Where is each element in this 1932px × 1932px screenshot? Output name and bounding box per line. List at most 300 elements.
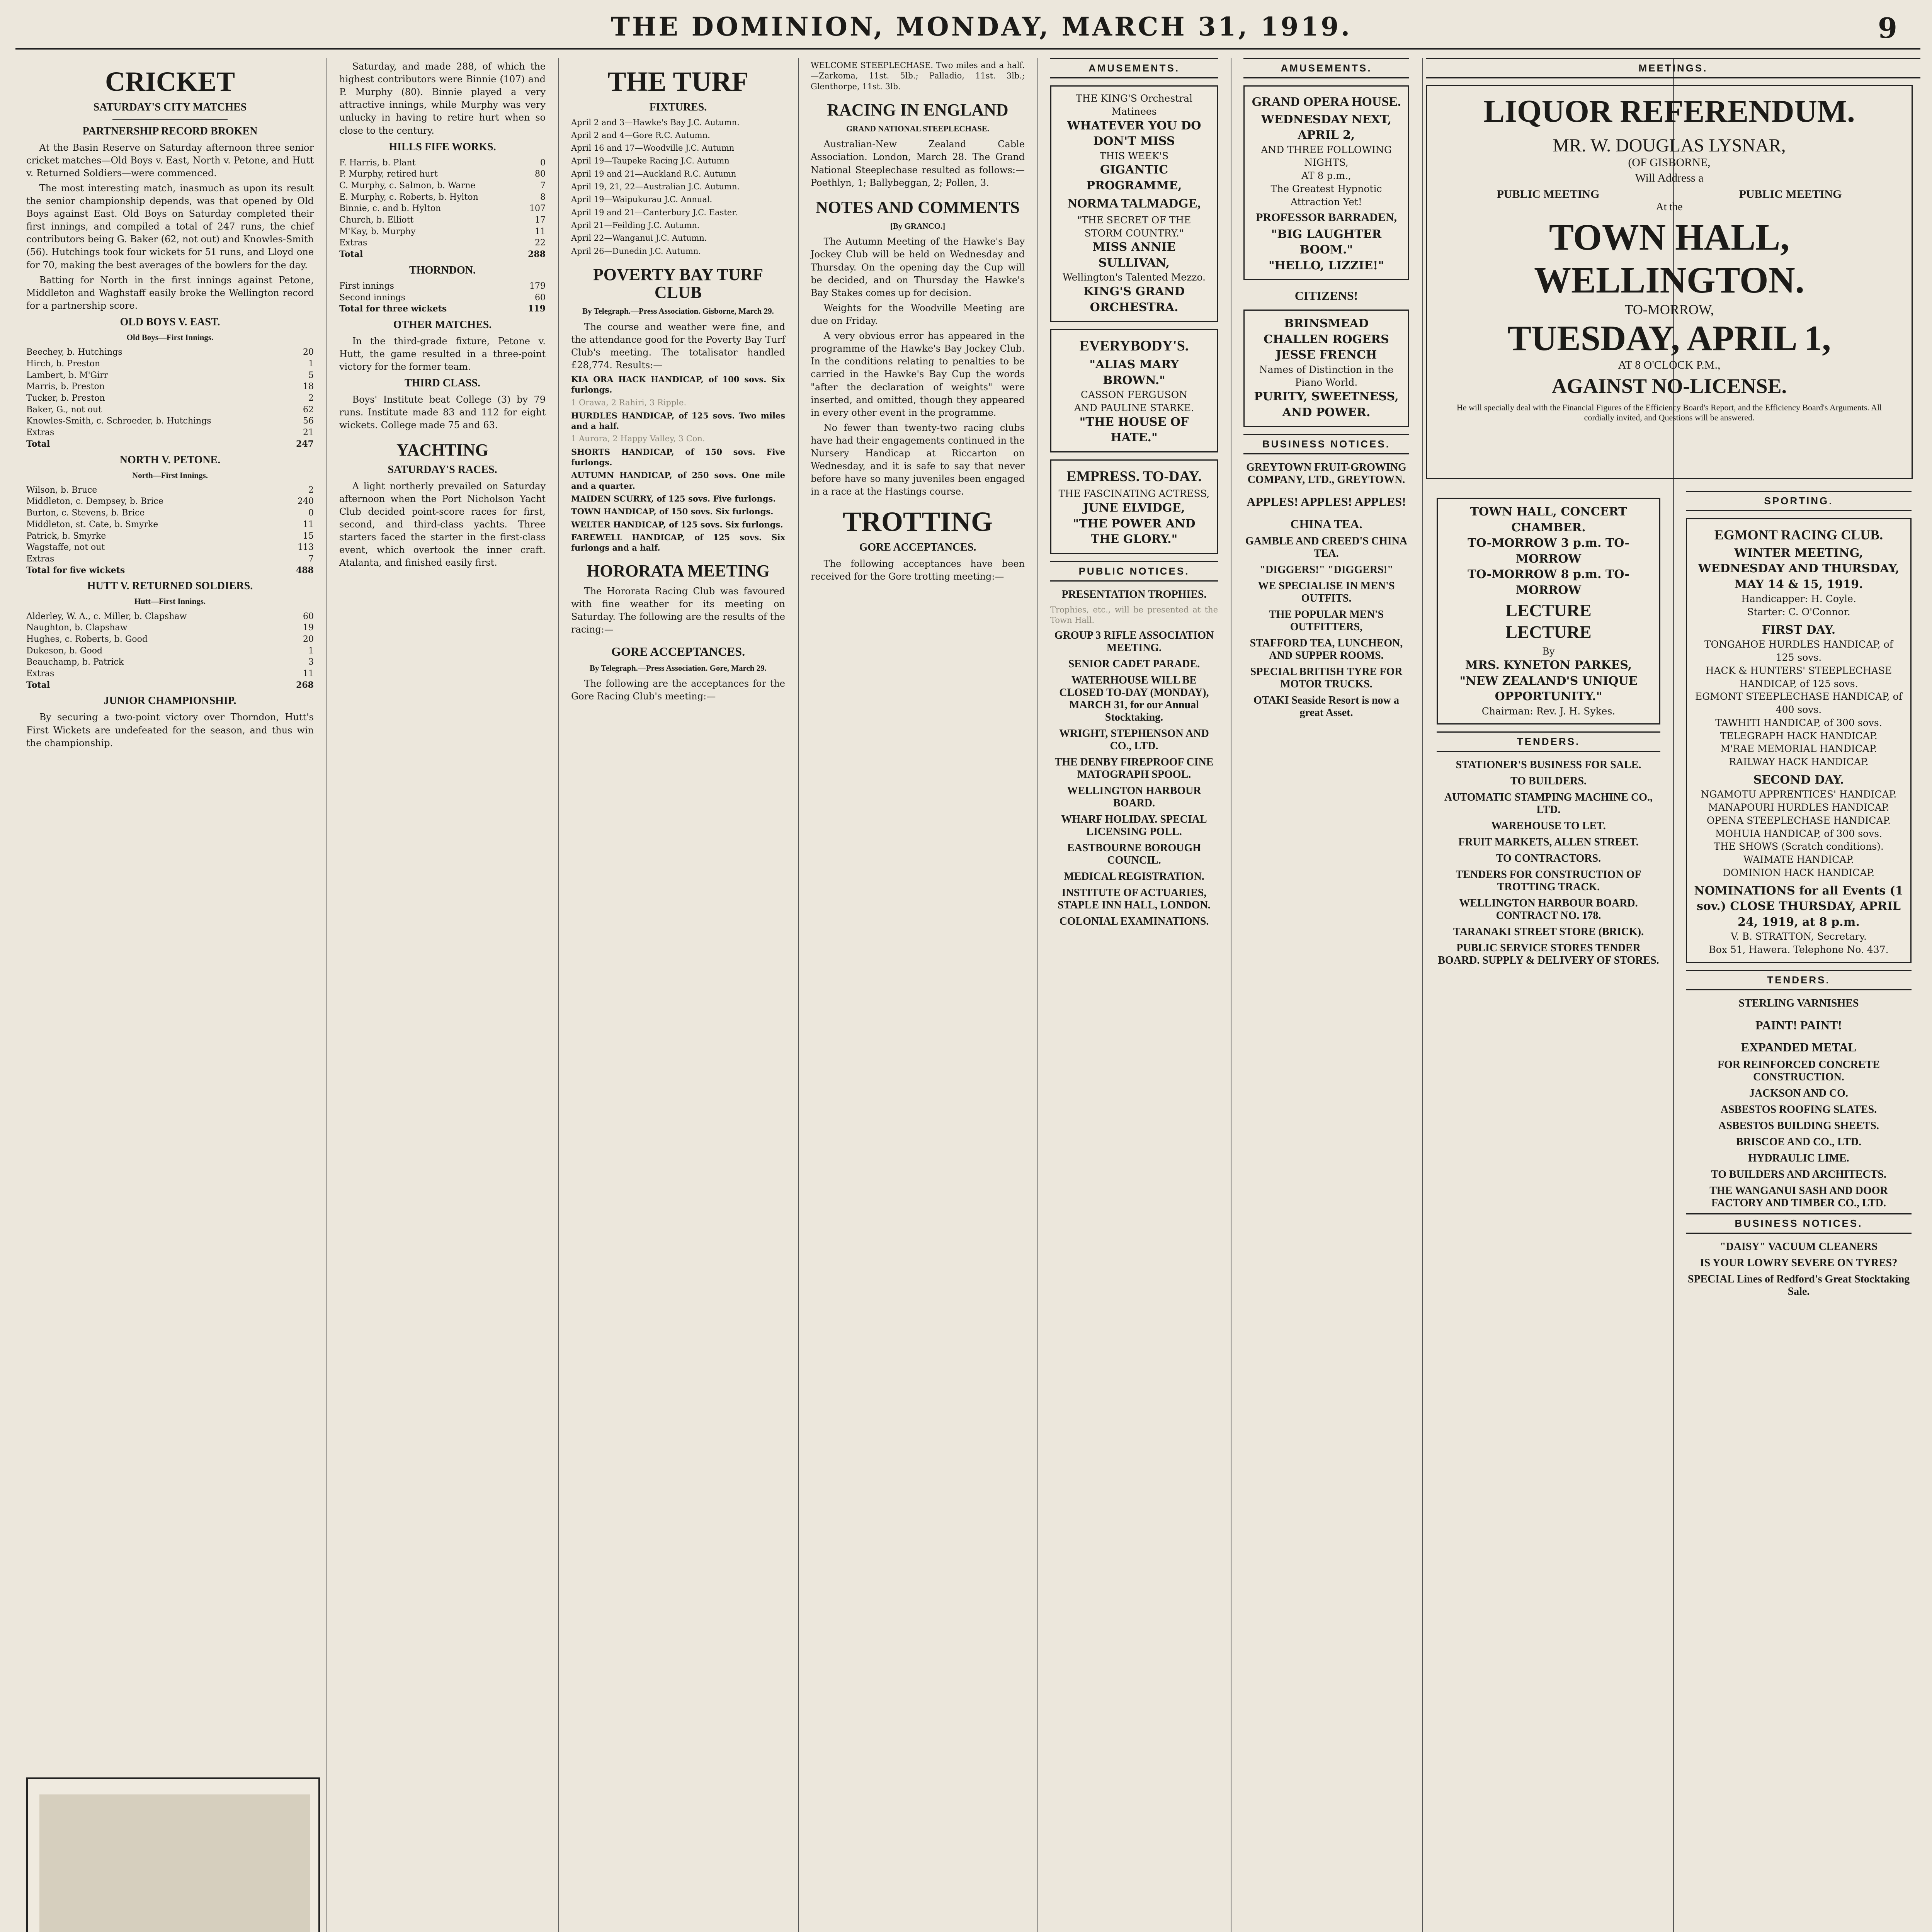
text-line: TELEGRAPH HACK HANDICAP. [1720,730,1878,742]
camera-illustration [39,1794,310,1932]
text-line: WEDNESDAY NEXT, APRIL 2, [1261,112,1392,142]
other-matches-heading: OTHER MATCHES. [393,318,492,331]
score-row [26,542,314,553]
column-cricket [15,58,325,752]
section-bar-public-notices: PUBLIC NOTICES. [1050,561,1218,582]
text-line: 21 [303,428,314,438]
poverty-bay-heading: POVERTY BAY TURF CLUB [593,265,764,302]
subheading: GORE ACCEPTANCES. [859,541,976,554]
fixture-item: April 19—Taupeke Racing J.C. Autumn [571,156,730,166]
text-line: 80 [535,169,546,179]
meeting-date: TUESDAY, APRIL 1, [1507,318,1831,358]
text-line: WINTER MEETING, [1734,546,1863,560]
paragraph: A light northerly prevailed on Saturday afternoon when the Port Nicholson Yacht Club decided point-score races for first, second, and third-class yachts. Three starters faced the starter in the first-class event, which overtook the inner craft. Atalanta, and finished easily first. [339,480,546,568]
notice-heading: STAFFORD TEA, LUNCHEON, AND SUPPER ROOMS. [1250,637,1403,662]
text-line: "NEW ZEALAND'S UNIQUE OPPORTUNITY." [1459,674,1638,704]
column-rule [798,58,799,1932]
text-line: Church, b. Elliott [339,215,414,225]
score-row [26,370,314,381]
column-racing [800,58,1036,585]
cricket-paragraph: At the Basin Reserve on Saturday afternoon three senior cricket matches—Old Boys v. East, North v. Petone, and Hutt v. Returned Soldiers—were commenced. [26,142,314,179]
score-row [26,611,314,622]
fixture-item: April 21—Feilding J.C. Autumn. [571,220,700,230]
text-line: MRS. KYNETON PARKES, [1465,658,1632,672]
text-line: Wellington's Talented Mezzo. [1062,272,1206,283]
score-row [339,214,546,226]
tender-heading: THE WANGANUI SASH AND DOOR FACTORY AND TIMBER CO., LTD. [1709,1184,1888,1209]
junior-paragraph: By securing a two-point victory over Thorndon, Hutt's First Wickets are undefeated for the season, and thus win the championship. [26,712,314,748]
column-rule [1037,58,1038,1932]
text-line: THE SHOWS (Scratch conditions). [1714,841,1884,852]
fixture-item: April 19 and 21—Auckland R.C. Autumn [571,169,736,179]
score-row [339,249,546,260]
text-line: E. Murphy, c. Roberts, b. Hylton [339,192,478,202]
score-row [26,565,314,577]
notice-heading: INSTITUTE OF ACTUARIES, STAPLE INN HALL, LONDON. [1058,887,1211,912]
notice-heading: THE POPULAR MEN'S OUTFITTERS, [1269,609,1384,633]
text-line: HACK & HUNTERS' STEEPLECHASE HANDICAP, of 125 sovs. [1705,665,1892,689]
text-line: Tucker, b. Preston [26,393,105,403]
text-line: 15 [303,531,314,541]
notice-heading: WRIGHT, STEPHENSON AND CO., LTD. [1059,728,1209,752]
scorecard [339,281,546,315]
text-line: Chairman: Rev. J. H. Sykes. [1481,705,1616,717]
notice-heading: SPECIAL Lines of Redford's Great Stocktaking Sale. [1687,1273,1910,1298]
notice-heading: IS YOUR LOWRY SEVERE ON TYRES? [1700,1257,1898,1269]
race-result: 1 Aurora, 2 Happy Valley, 3 Con. [571,434,705,444]
section-bar-sporting: SPORTING. [1686,491,1912,511]
text-line: V. B. STRATTON, Secretary. [1731,931,1867,942]
notice-heading: OTAKI Seaside Resort is now a great Asset. [1253,694,1399,719]
speaker-name: MR. W. DOUGLAS LYSNAR, [1553,135,1786,156]
cricket-paragraph: The most interesting match, inasmuch as upon its result the senior championship depends, was that opened by Old Boys against East. Old Boys on Saturday completed their first innings, and compiled a total of 247 runs, the chief contributors being G. Baker (62, not out) and Knowles-Smith (56). Hutchings took four wickets for 51 runs, and Lloyd one for 70, making the best averages of the bowlers for the day. [26,182,314,270]
tender-heading: FRUIT MARKETS, ALLEN STREET. [1458,836,1639,848]
piano-ad [1243,310,1409,427]
race-title: WELTER HANDICAP, of 125 sovs. Six furlongs. [571,519,783,529]
tender-heading: ASBESTOS BUILDING SHEETS. [1718,1119,1879,1132]
text-line: 5 [308,370,314,380]
fixture-item: April 2 and 4—Gore R.C. Autumn. [571,130,710,140]
text-line: 113 [298,543,314,553]
text-line: Starter: C. O'Connor. [1747,606,1850,618]
text-line: 288 [528,249,546,260]
race-title: AUTUMN HANDICAP, of 250 sovs. One mile and a quarter. [571,470,785,491]
match-title: HUTT V. RETURNED SOLDIERS. [87,580,253,592]
tender-heading: HYDRAULIC LIME. [1748,1152,1849,1164]
notice-heading: WE SPECIALISE IN MEN'S OUTFITS. [1258,580,1395,605]
text-line: MOHUIA HANDICAP, of 300 sovs. [1715,828,1883,839]
text-line: 107 [529,204,546,214]
text-line: 7 [540,181,546,191]
score-row [339,303,546,315]
text-line: 56 [303,416,314,426]
text-line: EVERYBODY'S. [1079,338,1189,354]
egmont-racing-ad [1686,518,1912,963]
score-row [26,358,314,370]
text-line: WHATEVER YOU DO [1067,119,1201,133]
masthead [15,12,1920,50]
race-title: MAIDEN SCURRY, of 125 sovs. Five furlongs. [571,493,776,503]
section-bar-amusements: AMUSEMENTS. [1050,58,1218,78]
text-line: "ALIAS MARY BROWN." [1089,358,1179,387]
text-line: EGMONT RACING CLUB. [1714,527,1883,543]
score-row [26,645,314,657]
text-line: LECTURE [1505,600,1592,620]
notice-heading: WHARF HOLIDAY. SPECIAL LICENSING POLL. [1061,813,1207,838]
text-line: Total for three wickets [339,304,447,314]
score-row [26,381,314,393]
venue: TOWN HALL, WELLINGTON. [1534,216,1804,301]
score-row [339,226,546,238]
everybodys-theatre-ad [1050,329,1218,452]
notice-heading: EASTBOURNE BOROUGH COUNCIL. [1067,842,1201,867]
paragraph: Boys' Institute beat College (3) by 79 runs. Institute made 83 and 112 for eight wickets. College made 75 and 63. [339,394,546,431]
notice-heading: "DAISY" VACUUM CLEANERS [1719,1240,1878,1253]
text-line: BRINSMEAD CHALLEN ROGERS JESSE FRENCH [1264,317,1389,362]
dateline: By Telegraph.—Press Association. Gisborne, March 29. [582,306,774,316]
text-line: 18 [303,382,314,392]
text-line: TO-MORROW 8 p.m. TO-MORROW [1468,568,1629,597]
text-line: 11 [303,519,314,529]
score-row [339,168,546,180]
text-line: 19 [303,623,314,633]
text-line: WAIMATE HANDICAP. [1743,854,1854,866]
byline: [By GRANCO.] [890,221,946,231]
text-line: P. Murphy, retired hurt [339,169,438,179]
text-line: Baker, G., not out [26,405,102,415]
fixture-item: April 2 and 3—Hawke's Bay J.C. Autumn. [571,117,740,127]
tender-heading: FOR REINFORCED CONCRETE CONSTRUCTION. [1717,1058,1880,1083]
score-row [26,553,314,565]
tender-heading: TO CONTRACTORS. [1496,852,1601,864]
text-line: 240 [298,497,314,507]
text-line: JUNE ELVIDGE, [1083,501,1185,515]
text-line: Burton, c. Stevens, b. Brice [26,508,145,518]
text-line: 8 [540,192,546,202]
paragraph: The following acceptances have been received for the Gore trotting meeting:— [811,558,1025,582]
children-with-camera-illustration [39,1794,310,1932]
text-line: 0 [308,508,314,518]
score-row [339,292,546,304]
text-line: 20 [303,634,314,644]
cricket-paragraph: Batting for North in the first innings against Petone, Middleton and Waghstaff easily broke the Wellington record for a partnership score. [26,274,314,311]
text-line: TONGAHOE HURDLES HANDICAP, of 125 sovs. [1704,639,1893,663]
text-line: Extras [339,238,367,248]
text-line: 11 [303,669,314,679]
text-line: 1 [308,646,314,656]
column-rule [1422,58,1423,1932]
innings-title: Hutt—First Innings. [134,597,206,606]
turf-heading: THE TURF [607,66,749,97]
fixture-item: April 26—Dunedin J.C. Autumn. [571,246,701,256]
notice-heading: "DIGGERS!" "DIGGERS!" [1259,564,1393,576]
text-line: TO-MORROW 3 p.m. TO-MORROW [1468,536,1629,566]
yachting-heading: YACHTING [396,440,488,459]
text-line: Binnie, c. and b. Hylton [339,204,441,214]
text-line: 488 [296,565,314,575]
text-line: PURITY, SWEETNESS, AND POWER. [1254,390,1399,419]
text-line: Hughes, c. Roberts, b. Good [26,634,148,644]
score-row [339,180,546,192]
text-line: RAILWAY HACK HANDICAP. [1729,756,1869,768]
column-amusements-2 [1233,58,1420,723]
text-line: Box 51, Hawera. Telephone No. 437. [1709,944,1889,955]
score-row [26,668,314,680]
text-line: NGAMOTU APPRENTICES' HANDICAP. [1701,789,1897,800]
section-bar-tenders: TENDERS. [1437,731,1660,752]
text-line: Middleton, c. Dempsey, b. Brice [26,497,163,507]
kings-theatre-ad [1050,85,1218,322]
score-row [339,281,546,292]
tender-heading: BRISCOE AND CO., LTD. [1736,1136,1862,1148]
kodak-brownie-advertisement [26,1777,320,1932]
paragraph: The Autumn Meeting of the Hawke's Bay Jockey Club will be held on Wednesday and Thursday. On the opening day the Cup will be decided, and on Thursday the Hawke's Bay Stakes comes up for decision. [811,236,1025,298]
score-row [26,485,314,496]
cricket-subheading-2: PARTNERSHIP RECORD BROKEN [82,125,258,137]
fixture-item: April 22—Wanganui J.C. Autumn. [571,233,707,243]
cricket-heading: CRICKET [105,66,235,97]
score-row [26,519,314,531]
text-line: Beauchamp, b. Patrick [26,657,124,667]
text-line: Extras [26,554,54,564]
text-line: Total [339,249,363,260]
tender-heading: AUTOMATIC STAMPING MACHINE CO., LTD. [1444,791,1653,816]
text-line: 17 [535,215,546,225]
paragraph: Weights for the Woodville Meeting are due on Friday. [811,302,1025,326]
text-line: GRAND OPERA HOUSE. [1252,95,1401,109]
fixture-item: April 16 and 17—Woodville J.C. Autumn [571,143,735,153]
match-title: OLD BOYS V. EAST. [120,316,220,328]
notice-heading: WELLINGTON HARBOUR BOARD. [1067,785,1201,810]
paragraph: The following are the acceptances for the Gore Racing Club's meeting:— [571,678,785,702]
score-row [26,634,314,645]
meeting-time: AT 8 O'CLOCK P.M., [1618,359,1721,371]
third-class-heading: THIRD CLASS. [404,377,481,389]
text-line: Wilson, b. Bruce [26,485,97,495]
text-line: "BIG LAUGHTER BOOM." [1271,227,1382,257]
scorecard [339,157,546,260]
text-line: DOMINION HACK HANDICAP. [1723,867,1875,878]
text-line: TAWHITI HANDICAP, of 300 sovs. [1715,717,1882,728]
fixtures-heading: FIXTURES. [649,101,707,113]
column-meetings-tenders [1426,491,1671,971]
text-line: C. Murphy, c. Salmon, b. Warne [339,181,476,191]
junior-heading: JUNIOR CHAMPIONSHIP. [104,695,236,707]
score-row [26,439,314,450]
notice-heading: WATERHOUSE WILL BE CLOSED TO-DAY (MONDAY), MARCH 31, for our Annual Stocktaking. [1059,674,1209,724]
notice-heading: SPECIAL BRITISH TYRE FOR MOTOR TRUCKS. [1250,666,1403,690]
section-bar-tenders: TENDERS. [1686,970,1912,990]
text-line: LECTURE [1505,622,1592,642]
score-row [339,157,546,169]
fixture-item: April 19—Waipukurau J.C. Annual. [571,195,713,204]
race-title: FAREWELL HANDICAP, of 125 sovs. Six furlongs and a half. [571,532,785,553]
yachting-subheading: SATURDAY'S RACES. [388,463,497,476]
grand-opera-house-ad [1243,85,1409,280]
paragraph: The course and weather were fine, and the attendance good for the Poverty Bay Turf Club's meeting. The totalisator handled £28,774. Results:— [571,321,785,371]
tender-heading: PUBLIC SERVICE STORES TENDER BOARD. SUPPLY & DELIVERY OF STORES. [1438,942,1659,966]
text-line: 20 [303,347,314,357]
paragraph: A very obvious error has appeared in the programme of the Hawke's Bay Jockey Club. In the conditions relating to penalties to be carried in the Hawke's Bay Cup the words "after the declaration of weights" were inserted, and omitted, though they appeared in every other event in the programme. [811,330,1025,418]
innings-title: North—First Innings. [132,470,208,480]
paragraph: WELCOME STEEPLECHASE. Two miles and a half.—Zarkoma, 11st. 5lb.; Palladio, 11st. 3lb.; Glenthorpe, 11st. 3lb. [811,61,1025,91]
text-line: 11 [535,226,546,236]
text-line: "THE SECRET OF THE STORM COUNTRY." [1077,214,1191,239]
public-meeting-label: PUBLIC MEETING [1497,188,1600,201]
notice-heading: GREYTOWN FRUIT-GROWING COMPANY, LTD., GREYTOWN. [1246,461,1406,486]
masthead-title: THE DOMINION, MONDAY, MARCH 31, 1919. [611,12,1352,42]
text-line: 2 [308,393,314,403]
text-line: Naughton, b. Clapshaw [26,623,128,633]
public-meeting-label: PUBLIC MEETING [1739,188,1842,201]
match-title: THORNDON. [409,264,476,276]
text-line: 62 [303,405,314,415]
race-title: HURDLES HANDICAP, of 125 sovs. Two miles and a half. [571,410,785,431]
text-line: Marris, b. Preston [26,382,105,392]
text-line: THE FASCINATING ACTRESS, [1058,488,1210,500]
section-bar-amusements: AMUSEMENTS. [1243,58,1409,78]
notice-heading: CHINA TEA. [1290,517,1362,531]
text-line: Handicapper: H. Coyle. [1741,593,1856,605]
notice-heading: GAMBLE AND CREED'S CHINA TEA. [1245,535,1408,560]
notice-heading: MEDICAL REGISTRATION. [1064,871,1204,883]
paragraph: The Hororata Racing Club was favoured with fine weather for its meeting on Saturday. The following are the results of the racing:— [571,585,785,635]
text-line: 7 [308,554,314,564]
score-row [339,203,546,214]
referendum-note: He will specially deal with the Financial Figures of the Efficiency Board's Report, and the Efficiency Board's Arguments. All cordially invited, and Questions will be answered. [1456,403,1882,422]
match-title: NORTH V. PETONE. [119,454,221,466]
section-bar-meetings: MEETINGS. [1426,58,1920,78]
text-line: Total [26,680,50,690]
race-title: TOWN HANDICAP, of 150 sovs. Six furlongs. [571,507,774,517]
text-line: By [1542,645,1555,657]
speaker-origin: (OF GISBORNE, [1628,156,1711,169]
text-line: Extras [26,428,54,438]
text-line: Wagstaffe, not out [26,543,105,553]
notice-heading: THE DENBY FIREPROOF CINE MATOGRAPH SPOOL. [1054,756,1214,781]
text-line: 247 [296,439,314,449]
text-line: Dukeson, b. Good [26,646,103,656]
text-line: 22 [535,238,546,248]
score-row [26,496,314,507]
text-line: Beechey, b. Hutchings [26,347,122,357]
race-title: SHORTS HANDICAP, of 150 sovs. Five furlongs. [571,447,785,468]
text-line: Patrick, b. Smyrke [26,531,106,541]
column-turf [560,58,796,705]
text-line: 2 [308,485,314,495]
text-line: GIGANTIC PROGRAMME, [1086,163,1182,192]
text-line: OPENA STEEPLECHASE HANDICAP. [1706,815,1891,826]
tender-heading: WAREHOUSE TO LET. [1491,820,1606,832]
text-line: FIRST DAY. [1762,623,1836,637]
trotting-heading: TROTTING [842,506,993,537]
text-line: Names of Distinction in the Piano World. [1259,364,1394,388]
score-row [26,680,314,691]
fixture-item: April 19 and 21—Canterbury J.C. Easter. [571,207,738,217]
score-row [26,427,314,439]
against-no-license: AGAINST NO-LICENSE. [1551,374,1787,398]
text-line: 119 [528,304,546,314]
text-line: 60 [303,611,314,621]
score-row [26,393,314,404]
text-line: Total for five wickets [26,565,125,575]
paragraph: Australian-New Zealand Cable Association. London, March 28. The Grand National Steeplechase resulted as follows:—Poethlyn, 1; Ballybeggan, 2; Pollen, 3. [811,139,1025,188]
text-line: "THE HOUSE OF HATE." [1079,415,1189,445]
will-address: Will Address a [1635,172,1704,184]
text-line: Second innings [339,293,405,303]
text-line: Knowles-Smith, c. Schroeder, b. Hutchings [26,416,211,426]
text-line: "HELLO, LIZZIE!" [1269,259,1384,272]
text-line: PROFESSOR BARRADEN, [1255,211,1397,224]
text-line: DON'T MISS [1093,134,1175,148]
text-line: Middleton, st. Cate, b. Smyrke [26,519,158,529]
at-label: At the [1656,201,1683,213]
score-row [26,656,314,668]
notice-heading: COLONIAL EXAMINATIONS. [1059,915,1209,928]
innings-title: Old Boys—First Innings. [126,333,214,342]
text-line: M'RAE MEMORIAL HANDICAP. [1720,743,1877,755]
tender-heading: EXPANDED METAL [1741,1040,1857,1054]
tender-heading: TARANAKI STREET STORE (BRICK). [1453,925,1644,938]
paragraph: No fewer than twenty-two racing clubs have had their engagements continued in the Nursery Handicap at Riccarton on Wednesday, and it is safe to say that never before have so many juveniles been engaged in a race at the Hastings course. [811,422,1025,497]
text-line: MANAPOURI HURDLES HANDICAP. [1708,802,1889,813]
race-title: KIA ORA HACK HANDICAP, of 100 sovs. Six furlongs. [571,374,785,395]
text-line: AT 8 p.m., [1301,170,1351,182]
tender-heading: ASBESTOS ROOFING SLATES. [1720,1103,1877,1116]
text-line: First innings [339,281,394,291]
notes-heading: NOTES AND COMMENTS [815,197,1020,217]
text-line: Alderley, W. A., c. Miller, b. Clapshaw [26,611,187,621]
subheading: GRAND NATIONAL STEEPLECHASE. [846,124,990,134]
hororata-heading: HORORATA MEETING [587,561,770,581]
score-row [26,347,314,358]
section-bar-business-notices: BUSINESS NOTICES. [1243,434,1409,454]
tender-heading: STERLING VARNISHES [1738,997,1859,1009]
tender-heading: PAINT! PAINT! [1755,1018,1842,1032]
tender-heading: TO BUILDERS AND ARCHITECTS. [1711,1168,1886,1180]
score-row [26,415,314,427]
score-row [26,622,314,634]
page-number: 9 [1878,12,1897,44]
text-line: AND PAULINE STARKE. [1074,402,1194,413]
text-line: TOWN HALL, CONCERT CHAMBER. [1470,505,1627,534]
tender-heading: JACKSON AND CO. [1749,1087,1848,1099]
text-line: SECOND DAY. [1753,773,1844,787]
notice-heading: APPLES! APPLES! APPLES! [1247,495,1406,509]
referendum-title: LIQUOR REFERENDUM. [1483,94,1855,129]
lecture-ad [1437,498,1660,724]
score-row [26,404,314,416]
text-line: EMPRESS. TO-DAY. [1066,468,1202,485]
scorecard [26,347,314,450]
score-row [26,531,314,542]
text-line: Total [26,439,50,449]
text-line: 179 [529,281,546,291]
tender-heading: WELLINGTON HARBOUR BOARD. CONTRACT NO. 178. [1459,897,1638,922]
text-line: THIS WEEK'S [1099,150,1169,162]
score-row [26,507,314,519]
notice-text: Trophies, etc., will be presented at the Town Hall. [1050,605,1218,625]
racing-england-heading: RACING IN ENGLAND [827,100,1009,119]
column-rule [558,58,559,1932]
citizens-heading: CITIZENS! [1294,289,1358,303]
text-line: "THE POWER AND THE GLORY." [1073,517,1196,546]
tender-heading: STATIONER'S BUSINESS FOR SALE. [1456,759,1641,771]
fixture-item: April 19, 21, 22—Australian J.C. Autumn. [571,182,740,192]
text-line: F. Harris, b. Plant [339,158,416,168]
race-result: 1 Orawa, 2 Rahiri, 3 Ripple. [571,398,687,407]
text-line: 1 [308,359,314,369]
